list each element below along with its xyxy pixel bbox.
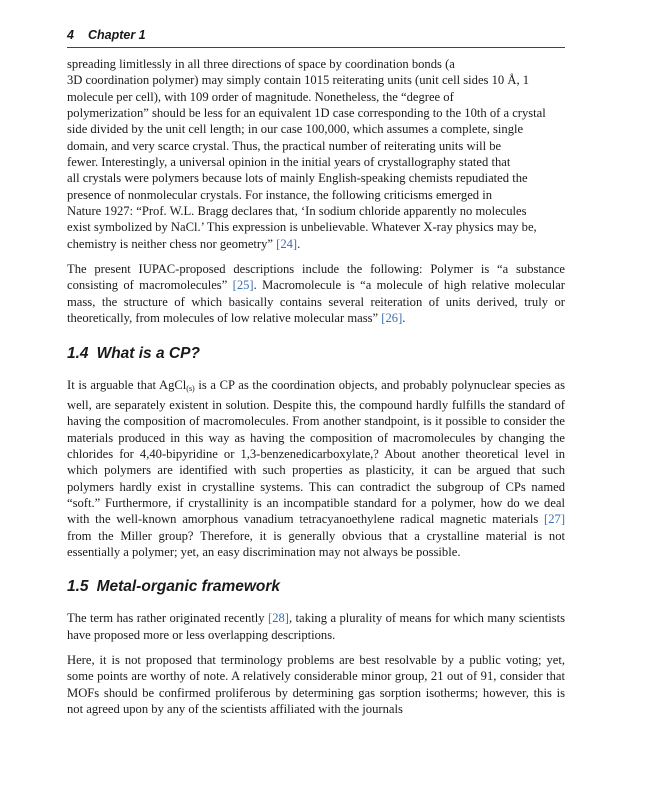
section-heading-1-4 xyxy=(67,344,565,364)
paragraph-5: Here, it is not proposed that terminology problems are best resolvable by a public voting; yet, some points are worthy of note. A relatively considerable minor group, 21 out of 91, consider that MOFs should be confirmed proliferous by determining gas sorption isotherms; however, this is not agreed upon by any of the scientists affiliated with the journals xyxy=(67,652,565,716)
citation-link[interactable]: [24] xyxy=(276,236,298,251)
paragraph-4 xyxy=(67,610,565,643)
citation-link[interactable]: [27] xyxy=(544,512,566,527)
paragraph-1-line: all crystals were polymers because lots of mainly English-speaking chemists repudiated the xyxy=(67,171,528,186)
page xyxy=(67,27,565,726)
paragraph-1-line: side divided by the unit cell length; in our case 100,000, which assumes a complete, single xyxy=(67,122,524,137)
section-heading-1-5 xyxy=(67,577,565,597)
paragraph-1-line: fewer. Interestingly, a universal opinion in the initial years of crystallography stated that xyxy=(67,155,511,170)
paragraph-1-line: molecule per cell), with 109 order of magnitude. Nonetheless, the “degree of xyxy=(67,89,454,104)
paragraph-1-line: exist symbolized by NaCl.’ This expression is unbelievable. Whatever X-ray physics may be, xyxy=(67,220,537,235)
section-number: 1.4 xyxy=(67,344,89,362)
paragraph-3-text: It is arguable that AgCl xyxy=(67,377,187,392)
section-title: Metal-organic framework xyxy=(96,578,281,596)
paragraph-3-text: is a CP as the coordination objects, and probably polynuclear species as well, are separately existent in solution. Despite this, the compound hardly fulfills the standard of having the composition of macromolecules. From another standpoint, is it possible to consider the materials produced in this way as having the composition of macromolecules by changing the chlorides for 4,40-bipyridine or 1,3-benzenedicarboxylate,? About another theoretical level in which polymers are identified with such properties as plasticity, it can be argued that such polymers hardly exist in crystalline systems. This can contradict the subgroup of CPs named “soft.” Furthermore, if crystallinity is an incompatible standard for a polymer, how do we deal with the well-known amorphous vanadium tetracyanoethylene radical magnetic materials xyxy=(67,377,565,527)
paragraph-1-line: presence of nonmolecular crystals. For instance, the following criticisms emerged in xyxy=(67,187,493,202)
paragraph-3 xyxy=(67,377,565,561)
section-number: 1.5 xyxy=(67,578,89,596)
paragraph-1-line: polymerization” should be less for an equivalent 1D case corresponding to the 10th of a crystal xyxy=(67,106,546,121)
paragraph-3-text: from the Miller group? Therefore, it is generally obvious that a crystalline material is not essentially a polymer; yet, an easy discrimination may not always be possible. xyxy=(67,528,565,559)
page-number: 4 xyxy=(67,28,74,42)
paragraph-1-last-text: chemistry is neither chess nor geometry” xyxy=(67,236,273,251)
paragraph-1-line: chemistry is neither chess nor geometry” [24]. xyxy=(67,236,301,251)
chapter-label: Chapter 1 xyxy=(87,28,146,42)
paragraph-1-line: Nature 1927: “Prof. W.L. Bragg declares that, ‘In sodium chloride apparently no molecules xyxy=(67,204,527,219)
subscript: (s) xyxy=(186,383,195,393)
paragraph-2-text: . Macromolecule is “a molecule of high relative molecular mass, the structure of which basically contains several reiteration of units derived, truly or theoretically, from molecules of low relative molecular mass” xyxy=(67,278,565,326)
paragraph-1-line: spreading limitlessly in all three directions of space by coordination bonds (a xyxy=(67,57,455,71)
citation-link[interactable]: [25] xyxy=(232,278,254,293)
section-title: What is a CP? xyxy=(96,344,200,362)
paragraph-2-text: The present IUPAC-proposed descriptions include the following: Polymer is “a substance consisting of macromolecules” xyxy=(67,262,565,293)
paragraph-4-text: , taking a plurality of means for which many scientists have proposed more or less overlapping descriptions. xyxy=(67,611,565,642)
running-head xyxy=(67,27,565,48)
paragraph-2 xyxy=(67,261,565,326)
paragraph-1-line: 3D coordination polymer) may simply contain 1015 reiterating units (unit cell sides 10 Å, 1 xyxy=(67,73,530,88)
paragraph-1 xyxy=(67,56,565,252)
citation-link[interactable]: [26] xyxy=(381,311,403,326)
paragraph-4-text: The term has rather originated recently xyxy=(67,611,265,626)
paragraph-1-line: domain, and very scarce crystal. Thus, the practical number of reiterating units will be xyxy=(67,138,502,153)
citation-link[interactable]: [28] xyxy=(268,611,289,626)
paragraph-2-text: . xyxy=(402,311,406,326)
